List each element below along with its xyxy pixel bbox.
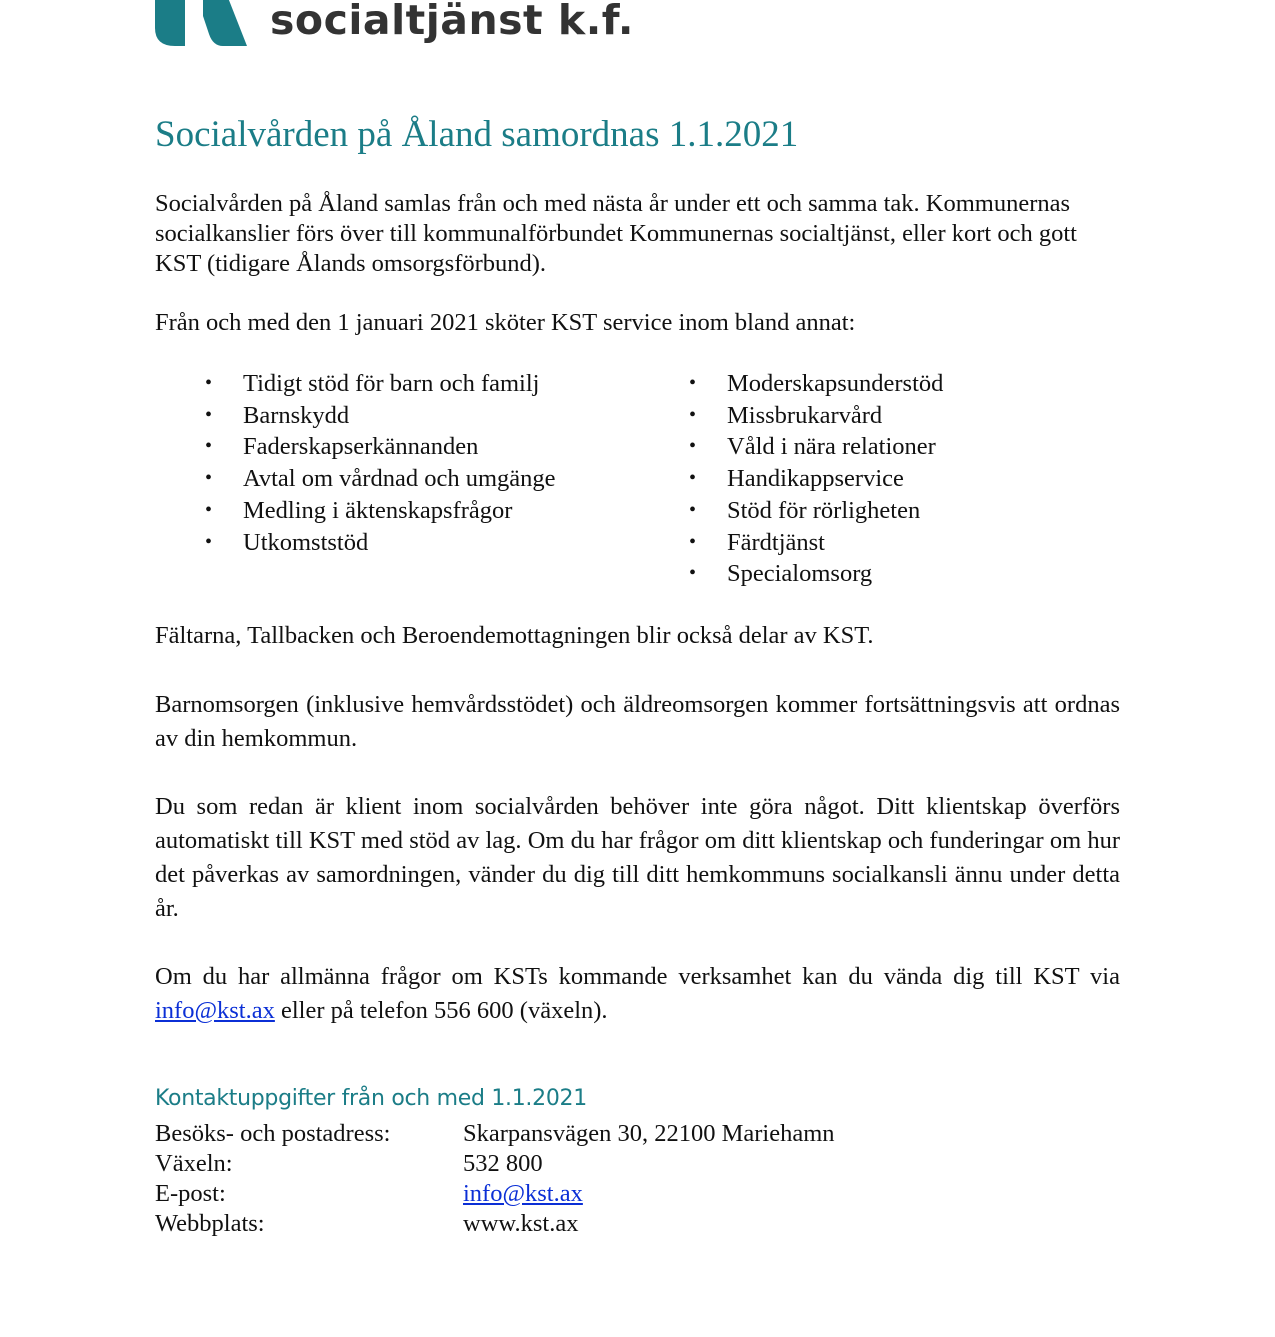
services-intro: Från och med den 1 januari 2021 sköter KST service inom bland annat: [155,309,856,336]
intro-paragraph: Socialvården på Åland samlas från och med nästa år under ett och samma tak. Kommunernas socialkanslier förs över till kommunalförbundet Kommunernas socialtjänst, eller kort och gott KST (tidigare Ålands omsorgsförbund). [155,190,1077,277]
contact-value: Skarpansvägen 30, 22100 Mariehamn [463,1120,835,1147]
bullet-icon: • [205,372,213,394]
logo-wordmark: socialtjänst k.f. [270,0,634,44]
page-title: Socialvården på Åland samordnas 1.1.2021 [155,114,799,155]
contact-heading: Kontaktuppgifter från och med 1.1.2021 [155,1086,587,1111]
bullet-icon: • [689,372,697,394]
contact-email-link[interactable]: info@kst.ax [463,1180,583,1207]
email-link[interactable]: info@kst.ax [155,997,275,1024]
bullet-icon: • [689,435,697,458]
list-item: • Tidigt stöd för barn och familj [155,368,556,400]
bullet-icon: • [689,467,697,490]
list-item: • Avtal om vårdnad och umgänge [155,463,556,495]
contact-row-address [155,1119,1055,1149]
contact-table [155,1119,1055,1239]
contact-label: Besöks- och postadress: [155,1120,391,1147]
contact-label: E-post: [155,1180,226,1207]
list-item: • Missbrukarvård [639,400,943,432]
services-list-right [639,368,943,590]
contact-row-website [155,1209,1055,1239]
bullet-icon: • [689,403,697,426]
also-paragraph: Fältarna, Tallbacken och Beroendemottagningen blir också delar av KST. [155,622,874,649]
list-item: • Utkomststöd [155,527,556,559]
contact-value: 532 800 [463,1150,543,1177]
bullet-icon: • [205,467,213,490]
list-item: • Stöd för rörligheten [639,495,943,527]
bullet-icon: • [689,562,697,585]
bullet-icon: • [205,435,213,458]
list-item: • Handikappservice [639,463,943,495]
services-list-left [155,368,556,558]
contact-label: Växeln: [155,1150,233,1177]
bullet-icon: • [205,403,213,426]
contact-label: Webbplats: [155,1210,265,1237]
contact-row-email [155,1179,1055,1209]
contact-row-phone [155,1149,1055,1179]
bullet-icon: • [689,498,697,521]
list-item: • Moderskapsunderstöd [639,368,943,400]
general-questions-paragraph: Om du har allmänna frågor om KSTs kommande verksamhet kan du vända dig till KST via info@kst.ax eller på telefon 556 600 (växeln). [155,963,1120,1024]
client-paragraph: Du som redan är klient inom socialvården behöver inte göra något. Ditt klientskap överförs automatiskt till KST med stöd av lag. Om du har frågor om ditt klientskap och funderingar om hur det påverkas av samordningen, vänder du dig till ditt hemkommuns socialkansli ännu under detta år. [155,793,1120,922]
bullet-icon: • [689,530,697,553]
childcare-paragraph: Barnomsorgen (inklusive hemvårdsstödet) och äldreomsorgen kommer fortsättningsvis att ordnas av din hemkommun. [155,691,1120,752]
list-item: • Färdtjänst [639,527,943,559]
list-item: • Barnskydd [155,400,556,432]
list-item: • Våld i nära relationer [639,431,943,463]
list-item: • Specialomsorg [639,558,943,590]
bullet-icon: • [205,498,213,521]
list-item: • Faderskapserkännanden [155,431,556,463]
kst-logo-icon [155,0,247,48]
contact-value: www.kst.ax [463,1210,579,1237]
bullet-icon: • [205,530,213,553]
list-item: • Medling i äktenskapsfrågor [155,495,556,527]
